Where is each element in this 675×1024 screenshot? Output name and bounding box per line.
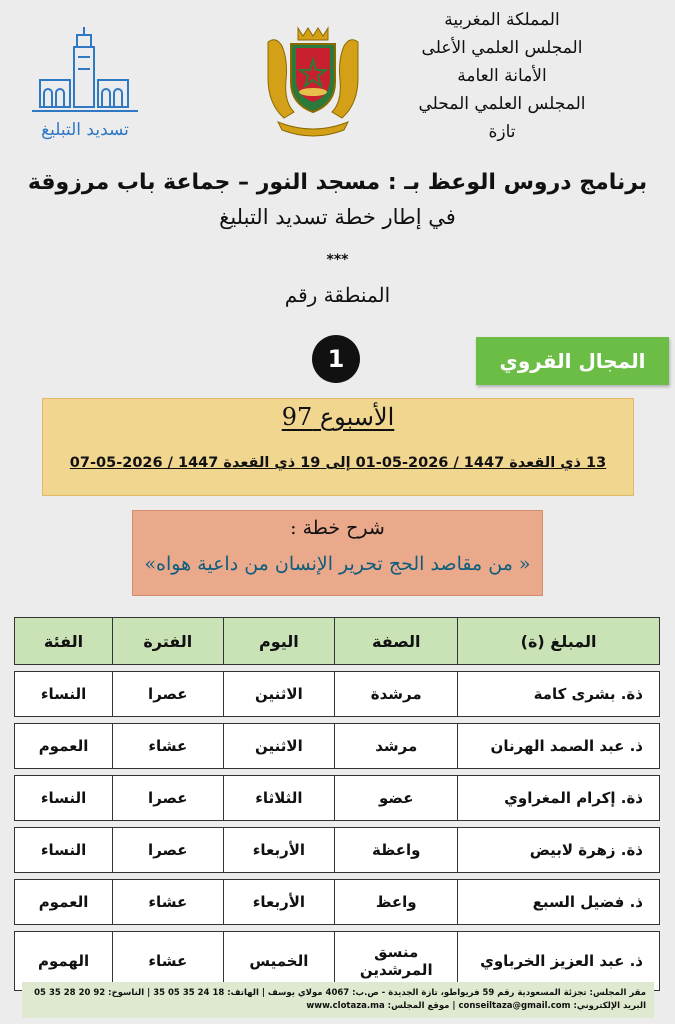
cell-preacher: ذة. إكرام المغراوي — [457, 775, 660, 821]
cell-audience: الهموم — [14, 931, 112, 991]
cell-period: عصرا — [112, 671, 222, 717]
cell-audience: النساء — [14, 671, 112, 717]
table-header-row — [14, 617, 660, 665]
cell-period: عصرا — [112, 775, 222, 821]
cell-period: عشاء — [112, 931, 222, 991]
separator-stars: *** — [326, 252, 349, 268]
institution-line: المجلس العلمي الأعلى — [421, 38, 583, 58]
cell-day: الخميس — [223, 931, 335, 991]
minaret-icon — [30, 25, 140, 120]
cell-audience: العموم — [14, 879, 112, 925]
footer-web: البريد الإلكتروني: conseiltaza@gmail.com | موقع المجلس: www.clotaza.ma — [306, 1001, 646, 1011]
header-day: اليوم — [223, 617, 335, 665]
header-preacher: المبلغ (ة) — [457, 617, 660, 665]
cell-preacher: ذة. زهرة لابيض — [457, 827, 660, 873]
table-row — [14, 827, 660, 873]
institution-line: تازة — [488, 122, 516, 142]
table-row — [14, 671, 660, 717]
cell-audience: العموم — [14, 723, 112, 769]
cell-period: عشاء — [112, 879, 222, 925]
plan-box — [132, 510, 543, 596]
plan-text: « من مقاصد الحج تحرير الإنسان من داعية هواه» — [144, 553, 531, 575]
footer-contact — [22, 982, 654, 1018]
tasdid-logo — [30, 25, 140, 145]
cell-day: الأربعاء — [223, 827, 335, 873]
cell-preacher: ذ. عبد الصمد الهرنان — [457, 723, 660, 769]
cell-role: واعظة — [334, 827, 457, 873]
week-dates: 13 ذي القعدة 1447 / 2026-05-01 إلى 19 ذي القعدة 1447 / 2026-05-07 — [69, 455, 607, 471]
institution-line: المملكة المغربية — [444, 10, 560, 30]
table-row — [14, 775, 660, 821]
institution-header — [387, 6, 617, 146]
cell-day: الأربعاء — [223, 879, 335, 925]
footer-address: مقر المجلس: تجزئة المسعودية رقم 59 فريواطو، تازة الجديدة - ص.ب: 4067 مولاي يوسف | الهاتف: 18 24 35 05 35 | الناسوخ: 92 20 28 35 05 — [34, 988, 646, 998]
zone-label: المنطقة رقم — [284, 283, 391, 307]
cell-role: مرشدة — [334, 671, 457, 717]
table-row — [14, 879, 660, 925]
header-period: الفترة — [112, 617, 222, 665]
program-title: برنامج دروس الوعظ بـ : مسجد النور – جماعة باب مرزوقة — [27, 170, 648, 195]
table-row — [14, 723, 660, 769]
institution-line: المجلس العلمي المحلي — [418, 94, 586, 114]
cell-day: الثلاثاء — [223, 775, 335, 821]
cell-role: منسق المرشدين — [334, 931, 457, 991]
cell-period: عصرا — [112, 827, 222, 873]
program-subtitle: في إطار خطة تسديد التبليغ — [219, 205, 456, 229]
header-audience: الفئة — [14, 617, 112, 665]
week-title: الأسبوع 97 — [281, 403, 395, 431]
logo-caption: تسديد التبليغ — [41, 120, 129, 140]
schedule-table — [14, 611, 660, 997]
cell-audience: النساء — [14, 827, 112, 873]
plan-label: شرح خطة : — [290, 517, 385, 539]
cell-role: عضو — [334, 775, 457, 821]
cell-period: عشاء — [112, 723, 222, 769]
cell-role: مرشد — [334, 723, 457, 769]
domain-banner: المجال القروي — [476, 337, 669, 385]
week-box — [42, 398, 634, 496]
zone-number-badge: 1 — [312, 335, 360, 383]
header-role: الصفة — [334, 617, 457, 665]
cell-role: واعظ — [334, 879, 457, 925]
institution-line: الأمانة العامة — [457, 66, 547, 86]
cell-audience: النساء — [14, 775, 112, 821]
cell-day: الاثنين — [223, 671, 335, 717]
cell-day: الاثنين — [223, 723, 335, 769]
coat-of-arms-icon — [258, 22, 368, 137]
cell-preacher: ذ. فضيل السبع — [457, 879, 660, 925]
cell-preacher: ذ. عبد العزيز الخرباوي — [457, 931, 660, 991]
cell-preacher: ذة. بشرى كامة — [457, 671, 660, 717]
